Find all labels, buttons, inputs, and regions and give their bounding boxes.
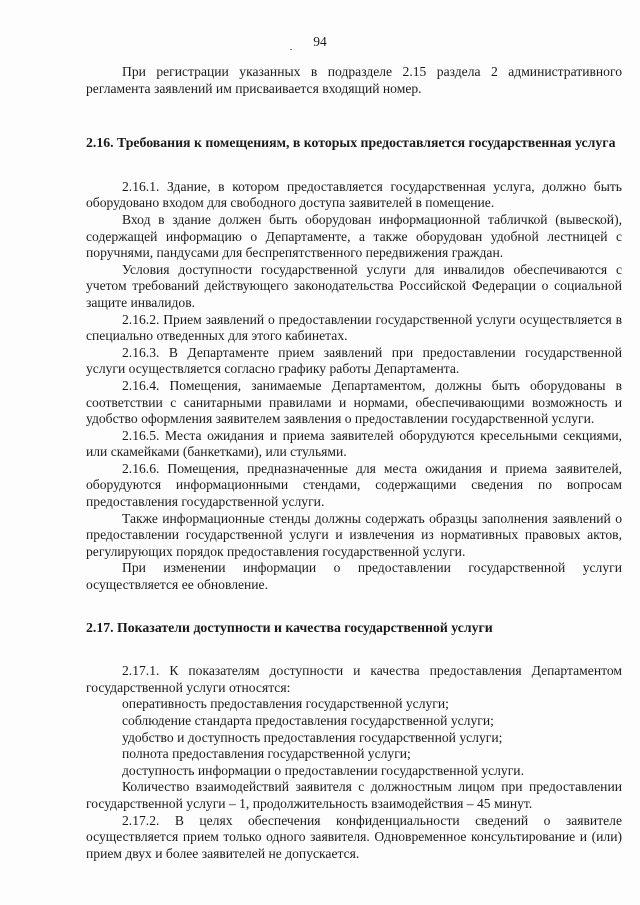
paragraph-info-update: При изменении информации о предоставлении государственной услуги осуществляется ее обновление. — [86, 560, 622, 593]
paragraph-2-17-2: 2.17.2. В целях обеспечения конфиденциальности сведений о заявителе осуществляется прием только одного заявителя. Одновременное консультирование и (или) прием двух и более заявителей не допускается. — [86, 812, 622, 861]
paragraph-accessibility: Условия доступности государственной услуги для инвалидов обеспечиваются с учетом требований действующего законодательства Российской Федерации о социальной защите инвалидов. — [86, 261, 622, 310]
list-item: доступность информации о предоставлении государственной услуги. — [122, 762, 524, 778]
section-2-16-heading: 2.16. Требования к помещениям, в которых предоставляется государственная услуга — [86, 135, 616, 151]
list-item: полнота предоставления государственной услуги; — [122, 746, 411, 762]
page-body — [86, 64, 622, 862]
list-item: удобство и доступность предоставления государственной услуги; — [122, 729, 503, 745]
page-number: 94 — [313, 34, 327, 49]
paragraph-2-16-4: 2.16.4. Помещения, занимаемые Департаментом, должны быть оборудованы в соответствии с санитарными правилами и нормами, обеспечивающими возможность и удобство оформления заявителем заявления о предоставлении государственной услуги. — [86, 377, 622, 427]
intro-paragraph: При регистрации указанных в подразделе 2.15 раздела 2 административного регламента заявлений им присваивается входящий номер. — [86, 64, 622, 96]
indicators-list — [86, 696, 622, 779]
paragraph-2-16-3: 2.16.3. В Департаменте прием заявлений при предоставлении государственной услуги осуществляется согласно графику работы Департамента. — [86, 344, 622, 377]
section-2-17-heading: 2.17. Показатели доступности и качества государственной услуги — [86, 619, 493, 635]
paragraph-2-16-6: 2.16.6. Помещения, предназначенные для места ожидания и приема заявителей, оборудуются информационными стендами, содержащими сведения по вопросам предоставления государственной услуги. — [86, 460, 622, 510]
paragraph-entrance: Вход в здание должен быть оборудован информационной табличкой (вывеской), содержащей информацию о Департаменте, а также оборудован удобной лестницей с поручнями, пандусами для беспрепятственного передвижения граждан. — [86, 211, 622, 261]
list-item: соблюдение стандарта предоставления государственной услуги; — [122, 713, 494, 728]
list-item: оперативность предоставления государственной услуги; — [122, 696, 449, 712]
paragraph-2-16-1: 2.16.1. Здание, в котором предоставляется государственная услуга, должно быть оборудовано входом для свободного доступа заявителей в помещение. — [86, 178, 622, 211]
paragraph-interaction-count: Количество взаимодействий заявителя с должностным лицом при предоставлении государственной услуги – 1, продолжительность взаимодействия – 45 минут. — [86, 779, 622, 811]
paragraph-2-17-1: 2.17.1. К показателям доступности и качества предоставления Департаментом государственной услуги относятся: — [86, 663, 622, 695]
paragraph-info-stands: Также информационные стенды должны содержать образцы заполнения заявлений о предоставлении государственной услуги и извлечения из нормативных правовых актов, регулирующих порядок предоставления государственной услуги. — [86, 510, 622, 559]
paragraph-2-16-5: 2.16.5. Места ожидания и приема заявителей оборудуются кресельными секциями, или скамейками (банкетками), или стульями. — [86, 427, 622, 460]
paragraph-2-16-2: 2.16.2. Прием заявлений о предоставлении государственной услуги осуществляется в специально отведенных для этого кабинетах. — [86, 311, 622, 344]
